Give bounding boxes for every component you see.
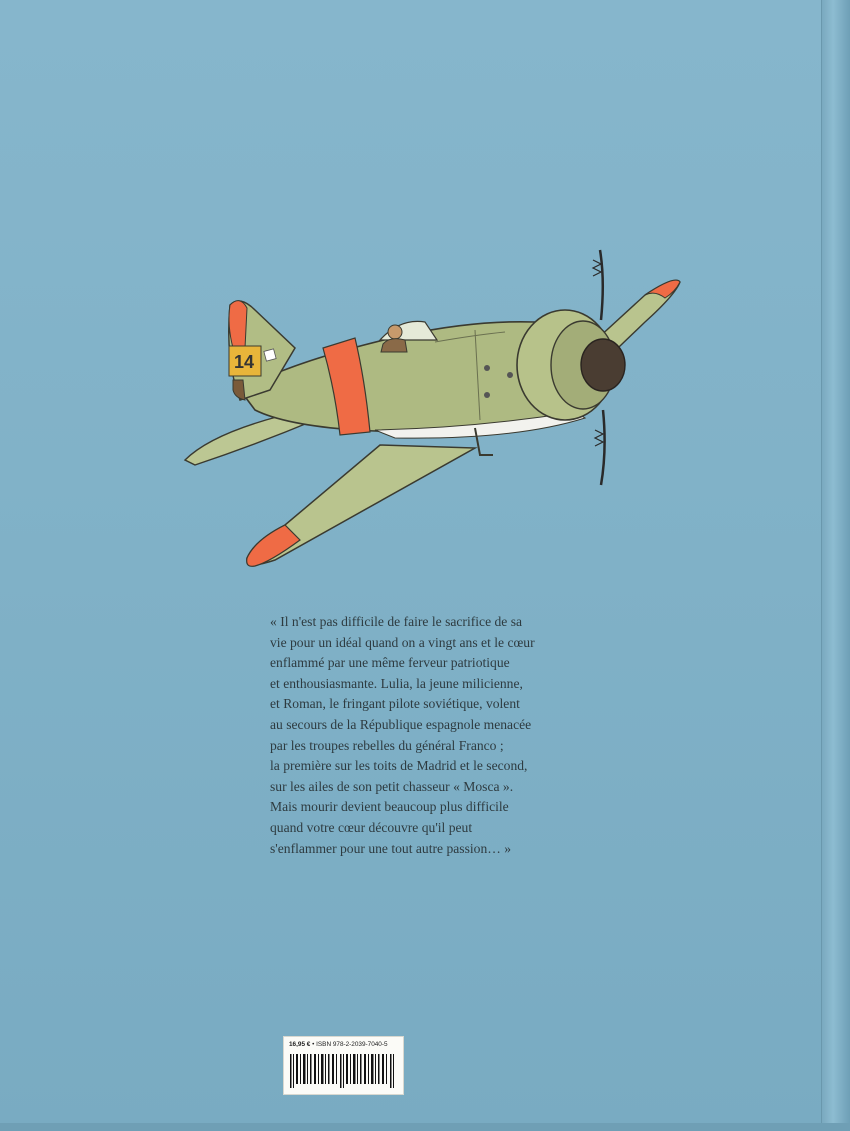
barcode-icon	[290, 1054, 396, 1088]
price-isbn-line	[289, 1041, 388, 1048]
cover-edge	[821, 0, 850, 1131]
separator: •	[312, 1041, 315, 1048]
blurb-line: sur les ailes de son petit chasseur « Mosca ».	[270, 778, 514, 794]
blurb-line: enflammé par une même ferveur patriotique	[270, 655, 510, 671]
blurb-line: et enthousiasmante. Lulia, la jeune milicienne,	[270, 675, 523, 691]
plane-tail-rudder	[233, 380, 245, 400]
blurb-line: vie pour un idéal quand on a vingt ans et le cœur	[270, 634, 535, 650]
price: 16,95 €	[289, 1041, 311, 1048]
blurb-line: s'enflammer pour une tout autre passion… »	[270, 840, 512, 856]
pilot-head	[388, 325, 402, 339]
cover-bottom-edge	[0, 1123, 850, 1131]
tail-number: 14	[234, 352, 255, 372]
blurb-line: « Il n'est pas difficile de faire le sacrifice de sa	[270, 614, 523, 629]
blurb-line: Mais mourir devient beaucoup plus difficile	[270, 799, 509, 815]
blurb-line: au secours de la République espagnole menacée	[270, 716, 532, 732]
blurb-line: par les troupes rebelles du général Franco ;	[270, 737, 504, 753]
plane-tail-stripe	[229, 301, 247, 348]
back-cover-blurb	[270, 612, 600, 859]
isbn: ISBN 978-2-2039-7040-5	[316, 1041, 388, 1048]
blurb-line: quand votre cœur découvre qu'il peut	[270, 819, 473, 835]
barcode-sticker	[283, 1036, 404, 1095]
blurb-line: et Roman, le fringant pilote soviétique, volent	[270, 696, 520, 712]
blurb-line: la première sur les toits de Madrid et le second,	[270, 758, 528, 774]
tail-marking	[264, 349, 276, 361]
plane-spinner	[581, 339, 625, 391]
fighter-plane-illustration	[175, 240, 695, 580]
